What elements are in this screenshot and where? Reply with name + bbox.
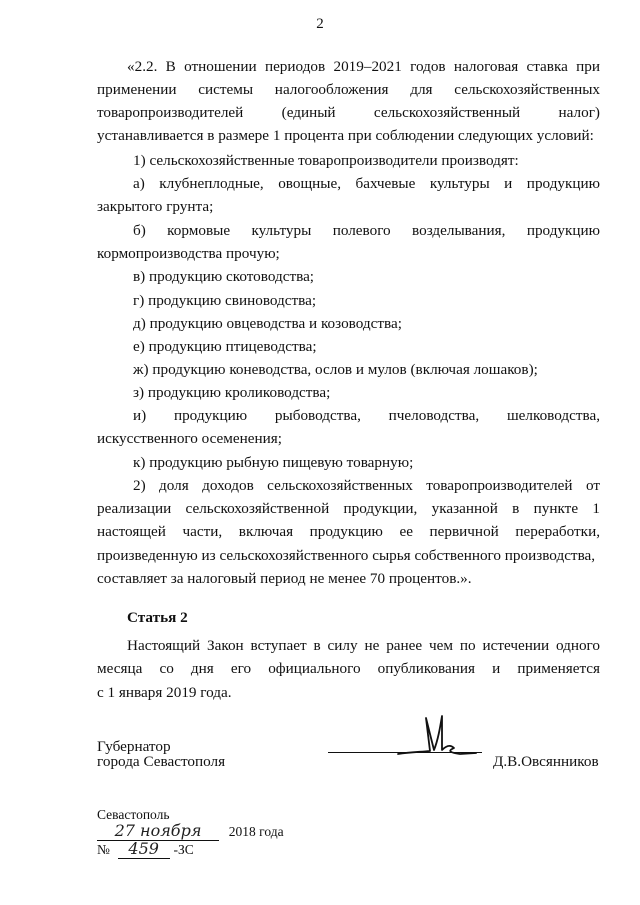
list-item-continuation: искусственного осеменения; — [97, 430, 282, 447]
paragraph-line: устанавливается в размере 1 процента при соблюдении следующих условий: — [97, 127, 594, 144]
list-item: б) кормовые культуры полевого возделывания, продукцию — [133, 222, 600, 239]
paragraph-line: настоящей части, включая продукцию ее первичной переработки, — [97, 523, 600, 540]
year-label: 2018 года — [228, 824, 284, 839]
article-line: месяца со дня его официального опубликования и применяется — [97, 660, 600, 677]
handwritten-signature — [390, 710, 480, 770]
list-item: ж) продукцию коневодства, ослов и мулов (включая лошаков); — [133, 361, 538, 378]
paragraph-line: «2.2. В отношении периодов 2019–2021 годов налоговая ставка при — [127, 58, 600, 75]
list-item: г) продукцию свиноводства; — [133, 292, 317, 309]
paragraph-line: применении системы налогообложения для сельскохозяйственных — [97, 81, 600, 98]
handwritten-date: 27 ноября — [97, 822, 219, 841]
list-item: и) продукцию рыбоводства, пчеловодства, шелководства, — [133, 407, 600, 424]
paragraph-line: 1) сельскохозяйственные товаропроизводители производят: — [133, 152, 519, 169]
paragraph-line: реализации сельскохозяйственной продукции, указанной в пункте 1 — [97, 500, 600, 517]
number-sign: № — [97, 842, 110, 857]
list-item-continuation: кормопроизводства прочую; — [97, 245, 280, 262]
signatory-title: города Севастополя — [97, 753, 226, 770]
article-line: Настоящий Закон вступает в силу не ранее чем по истечении одного — [127, 637, 600, 654]
paragraph-line: составляет за налоговый период не менее 70 процентов.». — [97, 570, 472, 587]
article-line: с 1 января 2019 года. — [97, 684, 232, 701]
city: Севастополь — [97, 807, 170, 822]
paragraph-line: произведенную из сельскохозяйственного сырья собственного производства, — [97, 547, 596, 564]
number-suffix: -ЗС — [173, 842, 194, 857]
article-heading: Статья 2 — [127, 609, 188, 626]
handwritten-number: 459 — [118, 840, 170, 859]
list-item-continuation: закрытого грунта; — [97, 198, 214, 215]
list-item: к) продукцию рыбную пищевую товарную; — [133, 454, 414, 471]
list-item: е) продукцию птицеводства; — [133, 338, 317, 355]
paragraph-line: товаропроизводителей (единый сельскохозяйственный налог) — [97, 104, 600, 121]
signatory-title: Губернатор — [97, 738, 171, 755]
page-number: 2 — [316, 16, 324, 32]
signatory-name: Д.В.Овсянников — [493, 753, 599, 770]
list-item: з) продукцию кролиководства; — [133, 384, 331, 401]
list-item: д) продукцию овцеводства и козоводства; — [133, 315, 402, 332]
list-item: а) клубнеплодные, овощные, бахчевые культуры и продукцию — [133, 175, 600, 192]
paragraph-line: 2) доля доходов сельскохозяйственных товаропроизводителей от — [133, 477, 600, 494]
list-item: в) продукцию скотоводства; — [133, 268, 315, 285]
